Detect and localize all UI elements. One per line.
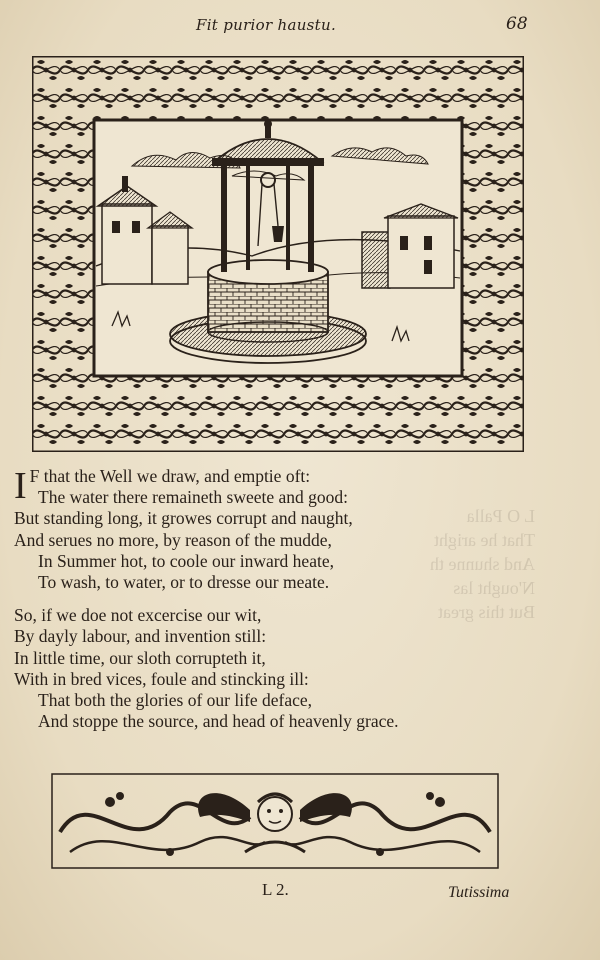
verse-line: With in bred vices, foule and stincking ill: (14, 668, 309, 689)
page-number: 68 (506, 14, 528, 34)
verse-line: But standing long, it growes corrupt and naught, (14, 508, 353, 529)
drop-cap-letter: I (14, 465, 27, 507)
verse-line: And serues no more, by reason of the mudde, (14, 529, 332, 550)
signature-mark: L 2. (262, 880, 289, 899)
page-header-motto: Fit purior haustu. (196, 16, 337, 34)
winged-cherub-tailpiece (50, 772, 500, 870)
catchword: Tutissima (448, 884, 510, 901)
verse-line: The water there remaineth sweete and good: (38, 487, 349, 508)
verse-line: F that the Well we draw, and emptie oft: (29, 466, 311, 486)
emblem-verse (14, 466, 574, 732)
verse-line: By dayly labour, and invention still: (14, 626, 267, 647)
verse-line: So, if we doe not excercise our wit, (14, 605, 262, 626)
verse-line: That both the glories of our life deface, (38, 689, 313, 710)
well-woodcut-emblem (32, 56, 524, 452)
verse-line: In Summer hot, to coole our inward heate, (38, 550, 334, 571)
verse-line: To wash, to water, or to dresse our meate. (38, 571, 330, 592)
verse-line: And stoppe the source, and head of heavenly grace. (38, 711, 399, 732)
show-through-text: L O Palla That he aright And shunne th N'ought las But this great (430, 506, 535, 622)
verse-line: In little time, our sloth corrupteth it, (14, 647, 266, 668)
